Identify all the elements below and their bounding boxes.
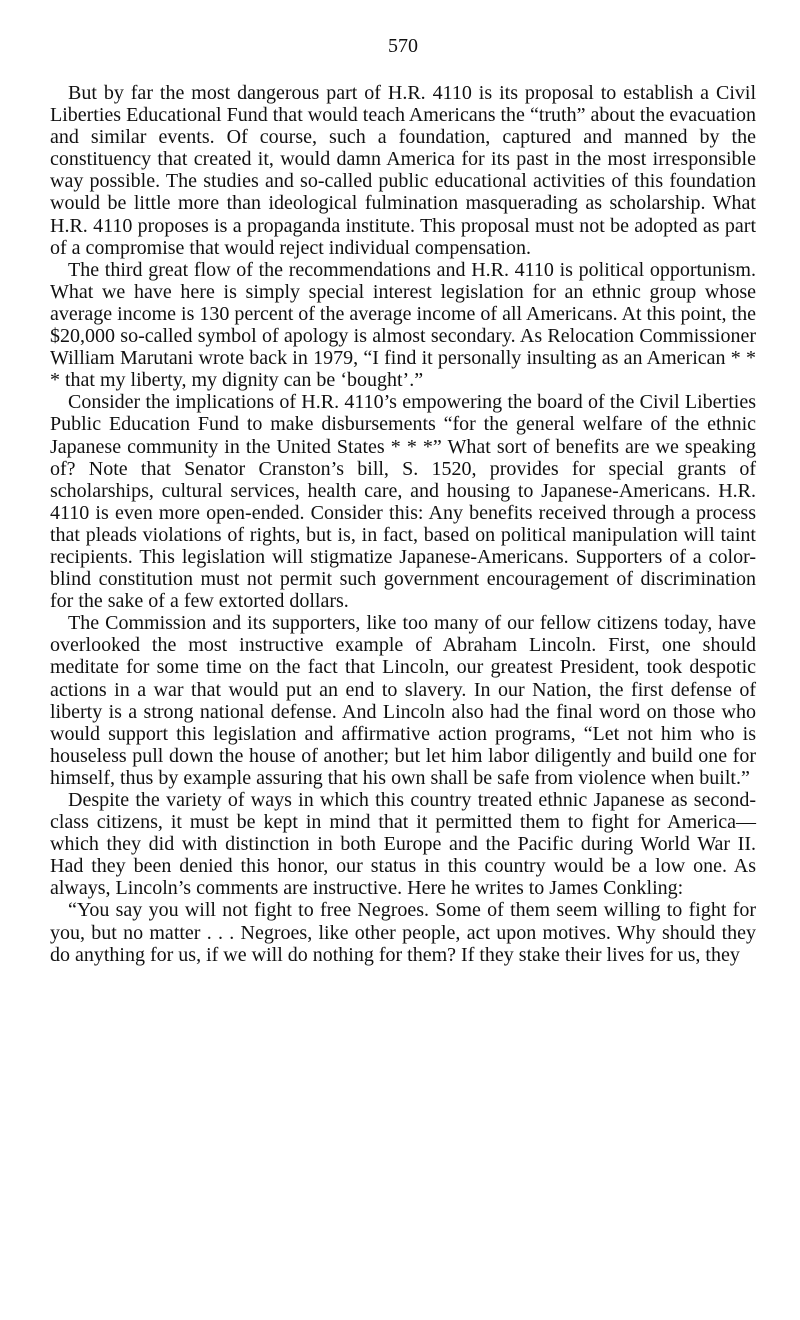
paragraph-civil-liberties-fund: But by far the most dangerous part of H.R. 4110 is its proposal to establish a Civil Liberties Educational Fund that would teach Americans the “truth” about the evacuation and similar events. Of course, such a foundation, captured and manned by the constituency that created it, would damn America for its past in the most irresponsible way possible. The studies and so-called public educational activities of this foundation would be little more than ideological fulmination masquerading as scholarship. What H.R. 4110 proposes is a propaganda institute. This proposal must not be adopted as part of a compromise that would reject individual compensation. bbox=[50, 82, 756, 259]
paragraph-lincoln-quote: “You say you will not fight to free Negroes. Some of them seem willing to fight for you, but no matter . . . Negroes, like other people, act upon motives. Why should they do anything for us, if we will do nothing for them? If they stake their lives for us, they bbox=[50, 899, 756, 966]
paragraph-second-class-citizens: Despite the variety of ways in which this country treated ethnic Japanese as second-class citizens, it must be kept in mind that it permitted them to fight for America—which they did with distinction in both Europe and the Pacific during World War II. Had they been denied this honor, our status in this country would be a low one. As always, Lincoln’s comments are instructive. Here he writes to James Conkling: bbox=[50, 789, 756, 900]
paragraph-political-opportunism: The third great flow of the recommendations and H.R. 4110 is political opportunism. What we have here is simply special interest legislation for an ethnic group whose average income is 130 percent of the average income of all Americans. At this point, the $20,000 so-called symbol of apology is almost secondary. As Relocation Commissioner William Marutani wrote back in 1979, “I find it personally insulting as an American * * * that my liberty, my dignity can be ‘bought’.” bbox=[50, 258, 756, 392]
page-number: 570 bbox=[388, 35, 418, 57]
paragraph-lincoln-example: The Commission and its supporters, like too many of our fellow citizens today, have overlooked the most instructive example of Abraham Lincoln. First, one should meditate for some time on the fact that Lincoln, our greatest President, took despotic actions in a war that would put an end to slavery. In our Nation, the first defense of liberty is a strong national defense. And Lincoln also had the final word on those who would support this legislation and affirmative action programs, “Let not him who is houseless pull down the house of another; but let him labor diligently and build one for himself, thus by example assuring that his own shall be safe from violence when built.” bbox=[50, 612, 756, 789]
document-page bbox=[50, 34, 756, 966]
paragraph-fund-disbursements: Consider the implications of H.R. 4110’s empowering the board of the Civil Liberties Public Education Fund to make disbursements “for the general welfare of the ethnic Japanese community in the United States * * *” What sort of benefits are we speaking of? Note that Senator Cranston’s bill, S. 1520, provides for special grants of scholarships, cultural services, health care, and housing to Japanese-Americans. H.R. 4110 is even more open-ended. Consider this: Any benefits received through a process that pleads violations of rights, but is, in fact, based on political manipulation will taint recipients. This legislation will stigmatize Japanese-Americans. Supporters of a color-blind constitution must not permit such government encouragement of discrimination for the sake of a few extorted dollars. bbox=[50, 391, 756, 613]
